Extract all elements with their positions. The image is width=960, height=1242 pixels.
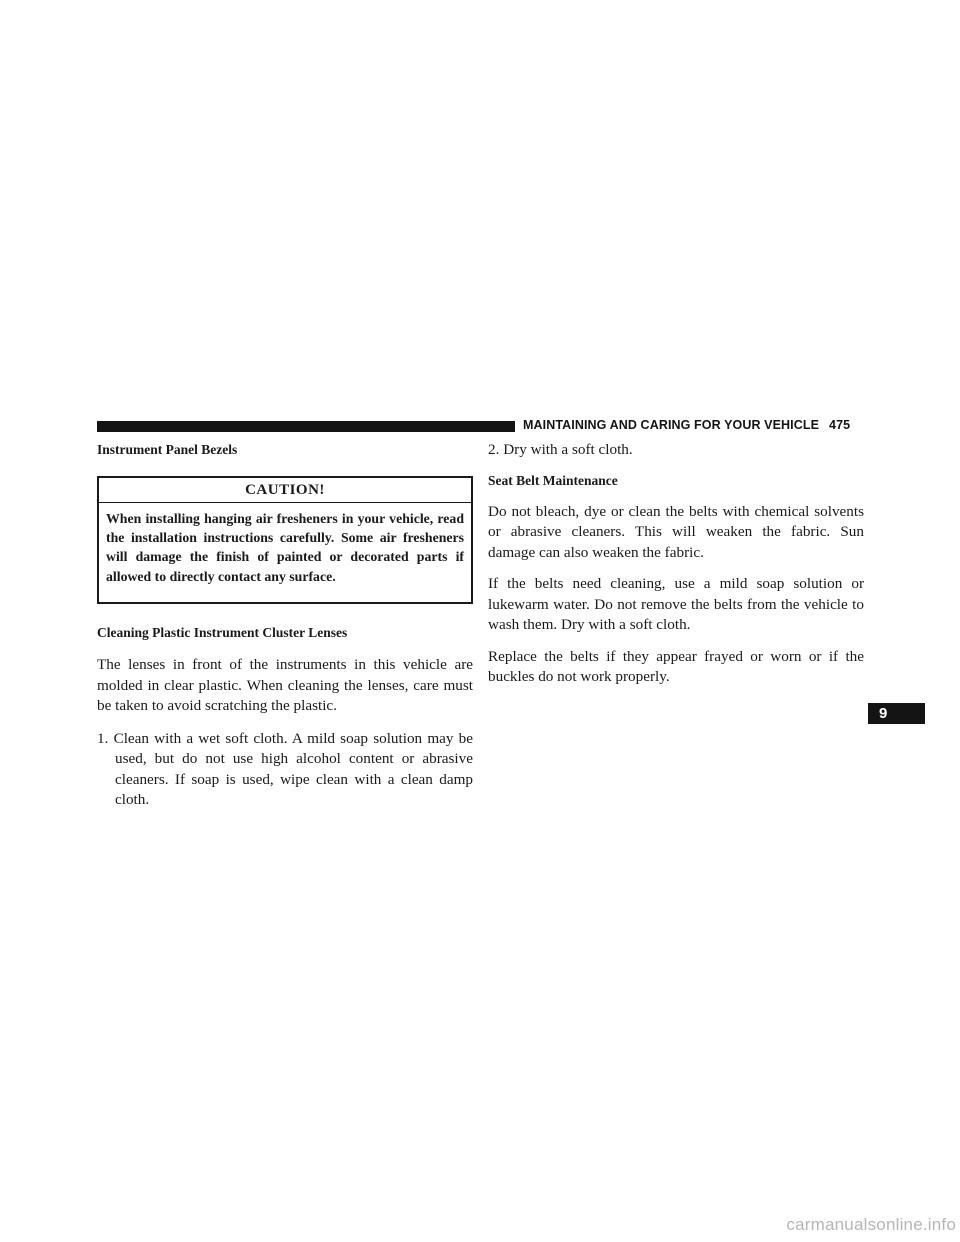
chapter-title: MAINTAINING AND CARING FOR YOUR VEHICLE	[523, 418, 820, 432]
caution-title: CAUTION!	[99, 478, 471, 503]
header-rule	[97, 421, 515, 432]
section-heading-seat-belt: Seat Belt Maintenance	[488, 472, 618, 488]
lenses-paragraph: The lenses in front of the instruments in this vehicle are molded in clear plastic. When cleaning the lenses, care must be taken to avoid scratching the plastic.	[97, 656, 473, 714]
watermark: carmanualsonline.info	[786, 1215, 956, 1234]
running-header	[523, 418, 850, 432]
right-column	[488, 440, 864, 688]
seat-belt-paragraph-2: If the belts need cleaning, use a mild soap solution or lukewarm water. Do not remove the belts from the vehicle to wash them. Dry with a soft cloth.	[488, 575, 864, 633]
section-heading-lenses: Cleaning Plastic Instrument Cluster Lenses	[97, 625, 348, 640]
left-column	[97, 440, 473, 811]
page-number: 475	[829, 418, 851, 432]
seat-belt-paragraph-1: Do not bleach, dye or clean the belts with chemical solvents or abrasive cleaners. This will weaken the fabric. Sun damage can also weaken the fabric.	[488, 502, 864, 561]
section-heading-bezels: Instrument Panel Bezels	[97, 442, 238, 457]
step-1: 1. Clean with a wet soft cloth. A mild soap solution may be used, but do not use high alcohol content or abrasive cleaners. If soap is used, wipe clean with a clean damp cloth.	[97, 729, 473, 808]
seat-belt-paragraph-3: Replace the belts if they appear frayed or worn or if the buckles do not work properly.	[488, 647, 864, 685]
caution-box	[97, 476, 473, 604]
caution-text: When installing hanging air fresheners in your vehicle, read the installation instructions carefully. Some air fresheners will damage the finish of painted or decorated parts if allowed to directly contact any surface.	[106, 511, 464, 584]
step-2: 2. Dry with a soft cloth.	[488, 441, 633, 458]
chapter-tab: 9	[868, 703, 925, 724]
